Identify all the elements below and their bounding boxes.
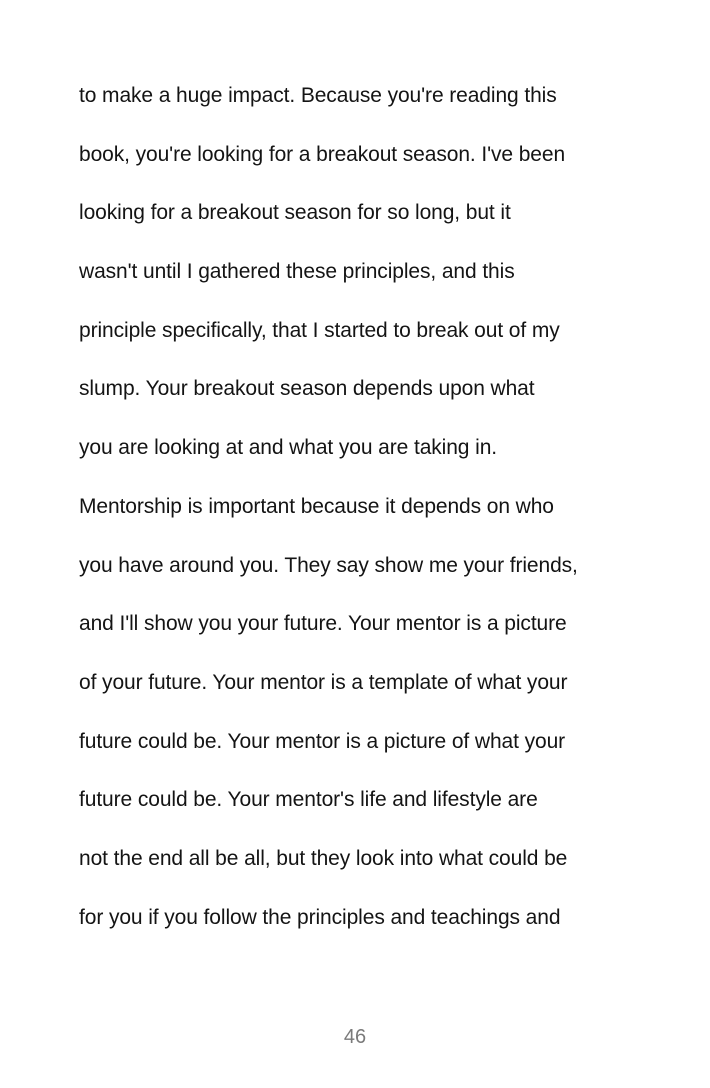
text-line: principle specifically, that I started to break out of my	[79, 318, 560, 342]
text-line: future could be. Your mentor is a picture of what your	[79, 729, 566, 753]
text-line: book, you're looking for a breakout season. I've been	[79, 142, 566, 166]
text-line: Mentorship is important because it depends on who	[79, 494, 554, 518]
text-line: of your future. Your mentor is a template of what your	[79, 670, 568, 694]
text-line: and I'll show you your future. Your mentor is a picture	[79, 612, 567, 636]
text-line: wasn't until I gathered these principles, and this	[79, 260, 515, 284]
text-line: looking for a breakout season for so long, but it	[79, 201, 511, 225]
text-line: not the end all be all, but they look into what could be	[79, 846, 568, 870]
body-text	[79, 78, 659, 958]
text-line: slump. Your breakout season depends upon what	[79, 377, 535, 401]
text-line: to make a huge impact. Because you're reading this	[79, 84, 557, 107]
text-line: future could be. Your mentor's life and lifestyle are	[79, 788, 538, 812]
text-line: you have around you. They say show me your friends,	[79, 553, 578, 577]
page-number: 46	[343, 1026, 367, 1048]
text-line: for you if you follow the principles and teachings and	[79, 905, 561, 929]
text-line: you are looking at and what you are taking in.	[79, 436, 498, 460]
